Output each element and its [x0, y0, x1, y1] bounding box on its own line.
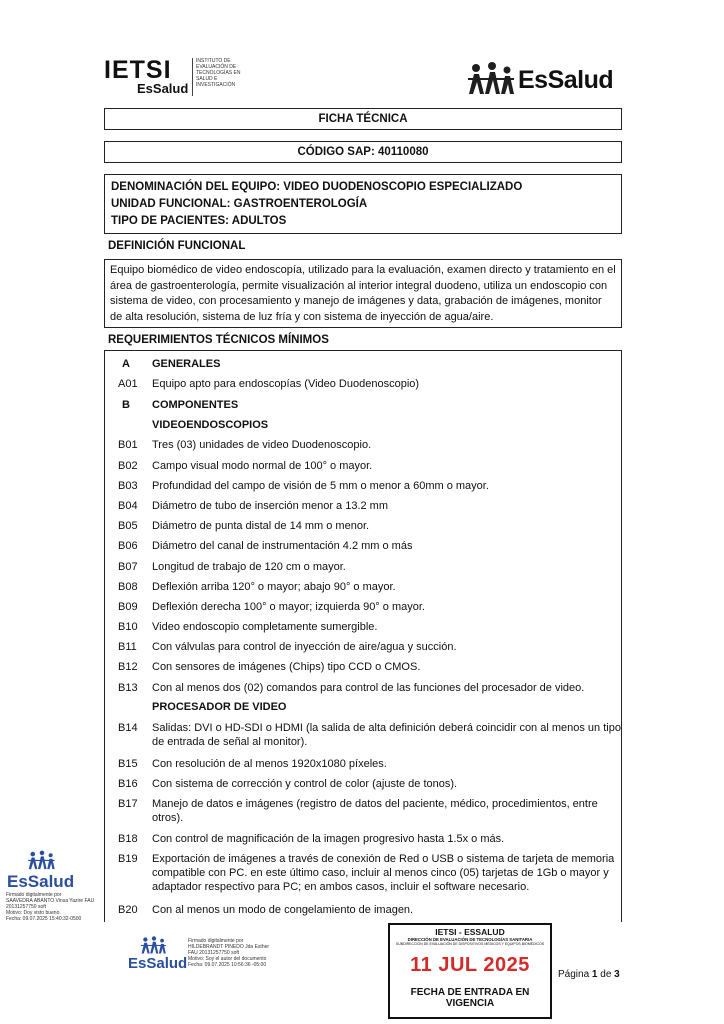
left-signature: EsSalud Firmado digitalmente por SAAVEDRA ABANTO Vinsa Yazire FAU 20131257750 soft Motivo: Doy visto bueno. Fecha: 09.07.2025 15:40:32-0500 [2, 850, 102, 930]
sap-code-box [104, 141, 622, 163]
requirement-text: Con sistema de corrección y control de color (ajuste de tonos). [152, 778, 458, 790]
definicion-text: Equipo biomédico de video endoscopía, utilizado para la evaluación, examen directo y tratamiento en el área de gastroenterología, permite visualización al interior integral duodeno, utiliza un endoscopio con sistema de video, con procesamiento y manejo de imágenes y data, grabación de imágenes, monitor de alta resolución, sistema de luz fría y con sistema de inyección de agua/aire. [110, 264, 616, 323]
left-logo-text: EsSalud [7, 872, 75, 891]
requirement-text: Diámetro de punta distal de 14 mm o menor. [152, 520, 370, 532]
ietsi-tagline: INSTITUTO DE EVALUACIÓN DE TECNOLOGÍAS EN SALUD E INVESTIGACIÓN [196, 58, 241, 88]
requirement-text: GENERALES [152, 358, 221, 370]
requirement-code: B11 [118, 641, 137, 653]
requirement-text: Diámetro del canal de instrumentación 4.2 mm o más [152, 540, 413, 552]
requirement-code: B04 [118, 500, 138, 512]
stamp-label: FECHA DE ENTRADA EN VIGENCIA [410, 986, 530, 1009]
ietsi-logo-text: IETSI [104, 56, 172, 84]
requirement-text: Deflexión arriba 120° o mayor; abajo 90° o mayor. [152, 581, 396, 593]
requirement-text: Deflexión derecha 100° o mayor; izquierda 90° o mayor. [152, 601, 425, 613]
requirement-code: A01 [118, 378, 138, 390]
sap-code: CÓDIGO SAP: 40110080 [297, 146, 429, 158]
stamp-title: IETSI - ESSALUD [435, 927, 505, 937]
requirement-code: B01 [118, 439, 138, 451]
requirement-code: B09 [118, 601, 138, 613]
requirement-text: Con sensores de imágenes (Chips) tipo CCD o CMOS. [152, 661, 421, 673]
requirement-text: Salidas: DVI o HD-SDI o HDMI (la salida de alta definición deberá coincidir con al menos un tipo de entrada de señal al monitor). [152, 722, 621, 748]
requirement-text: Con válvulas para control de inyección de aire/agua y succión. [152, 641, 457, 653]
requirement-code: B08 [118, 581, 138, 593]
requirement-text: Con resolución de al menos 1920x1080 píxeles. [152, 758, 387, 770]
equipment-box [104, 174, 622, 234]
requirement-text: Video endoscopio completamente sumergible. [152, 621, 378, 633]
requirement-code: B02 [118, 460, 138, 472]
essalud-logo [466, 62, 626, 98]
requirement-text: Campo visual modo normal de 100° o mayor. [152, 460, 373, 472]
requirement-code: B07 [118, 561, 138, 573]
page-number: Página 1 de 3 [558, 969, 620, 980]
requirement-text: Tres (03) unidades de video Duodenoscopio. [152, 439, 372, 451]
requirement-code: B16 [118, 778, 138, 790]
requerimientos-title: REQUERIMIENTOS TÉCNICOS MÍNIMOS [108, 334, 329, 346]
requirement-code: B05 [118, 520, 138, 532]
requirement-text: Manejo de datos e imágenes (registro de datos del paciente, médico, procedimientos, entre otros). [152, 798, 598, 824]
requirement-code: B13 [118, 682, 138, 694]
requirement-text: Con al menos dos (02) comandos para control de las funciones del procesador de video. [152, 682, 585, 694]
essalud-family-icon [140, 936, 168, 956]
center-logo-text: EsSalud [128, 955, 188, 972]
ietsi-logo-sub: EsSalud [137, 81, 189, 96]
essalud-family-icon [466, 62, 518, 98]
requirement-text: Con control de magnificación de la imagen progresivo hasta 1.5x o más. [152, 833, 505, 845]
ietsi-logo [104, 56, 254, 102]
stamp-subtitle-2: SUBDIRECCIÓN DE EVALUACIÓN DE DISPOSITIVOS MÉDICOS Y EQUIPOS BIOMÉDICOS [395, 942, 545, 946]
requirement-code: B17 [118, 798, 138, 810]
requirement-code: B12 [118, 661, 138, 673]
requirement-code: B03 [118, 480, 138, 492]
stamp-date: 11 JUL 2025 [410, 953, 530, 976]
center-signature: EsSalud Firmado digitalmente por HILDEBRANDT PINEDO Jda Esther FAU 20131257750 soft Motivo: Soy el autor del documento Fecha: 09.07.2025 10:56:36 -05:00 [128, 938, 270, 972]
tipo-pacientes: TIPO DE PACIENTES: ADULTOS [111, 215, 287, 227]
stamp-subtitle: DIRECCIÓN DE EVALUACIÓN DE TECNOLOGÍAS SANITARIA [407, 937, 533, 942]
ietsi-divider [192, 58, 193, 96]
requirement-text: COMPONENTES [152, 399, 239, 411]
title-box [104, 108, 622, 130]
denominacion: DENOMINACIÓN DEL EQUIPO: VIDEO DUODENOSCOPIO ESPECIALIZADO [111, 181, 523, 193]
requirement-code: B20 [118, 904, 138, 916]
requirement-code: B18 [118, 833, 138, 845]
requirement-code: B10 [118, 621, 138, 633]
essalud-logo-text: EsSalud [518, 66, 614, 94]
definicion-box [104, 259, 622, 328]
requirement-text: PROCESADOR DE VIDEO [152, 701, 287, 713]
definicion-title: DEFINICIÓN FUNCIONAL [108, 240, 246, 252]
requirement-code: B [122, 399, 130, 411]
essalud-family-icon [27, 850, 57, 872]
requirement-text: VIDEOENDOSCOPIOS [152, 419, 269, 431]
requirement-text: Profundidad del campo de visión de 5 mm o menor a 60mm o mayor. [152, 480, 489, 492]
requirement-text: Equipo apto para endoscopías (Video Duodenoscopio) [152, 378, 420, 390]
requirement-text: Longitud de trabajo de 120 cm o mayor. [152, 561, 346, 573]
unidad-funcional: UNIDAD FUNCIONAL: GASTROENTEROLOGÍA [111, 198, 368, 210]
requirement-code: A [122, 358, 130, 370]
requirement-code: B14 [118, 722, 138, 734]
requirement-code: B19 [118, 853, 138, 865]
requirement-code: B15 [118, 758, 138, 770]
requirement-text: Con al menos un modo de congelamiento de imagen. [152, 904, 414, 916]
requirement-text: Exportación de imágenes a través de conexión de Red o USB o sistema de tarjeta de memoria compatible con PC. en este último caso, incluir al menos cinco (05) tarjetas de 1Gb o mayor y adaptador respectivo para PC; en ambos casos, incluir el software necesario. [152, 853, 615, 893]
requirement-text: Diámetro de tubo de inserción menor a 13.2 mm [152, 500, 389, 512]
page-title: FICHA TÉCNICA [318, 113, 408, 125]
requirement-code: B06 [118, 540, 138, 552]
vigencia-stamp [388, 923, 552, 1019]
